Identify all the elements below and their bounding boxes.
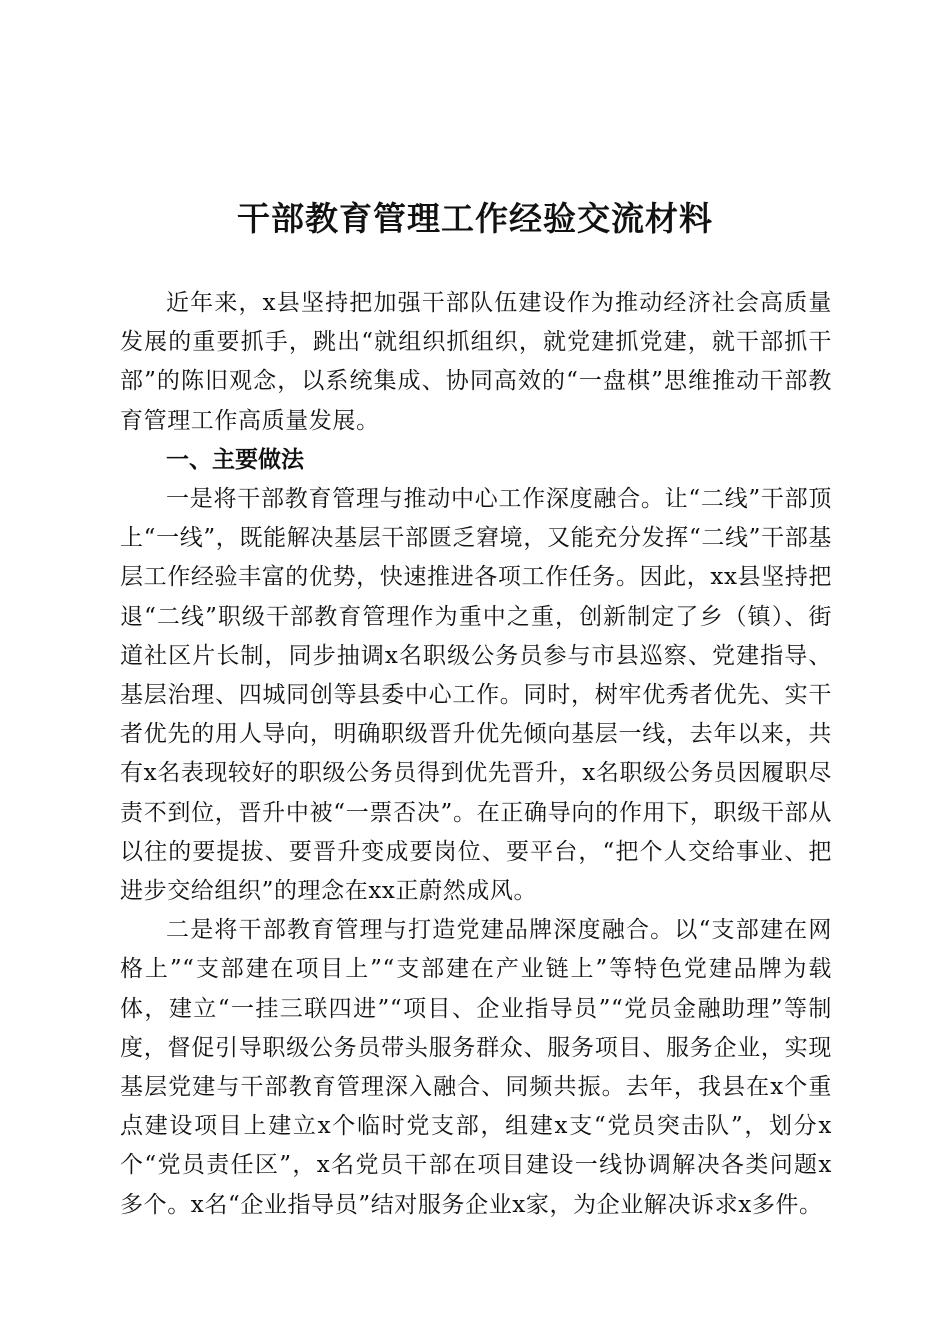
document-body [120,284,832,1225]
paragraph-party-brand-integration: 二是将干部教育管理与打造党建品牌深度融合。以“支部建在网格上”“支部建在项目上”“支部建在产业链上”等特色党建品牌为载体，建立“一挂三联四进”“项目、企业指导员”“党员金融助理”等制度，督促引导职级公务员带头服务群众、服务项目、服务企业，实现基层党建与干部教育管理深入融合、同频共振。去年，我县在x个重点建设项目上建立x个临时党支部，组建x支“党员突击队”，划分x个“党员责任区”，x名党员干部在项目建设一线协调解决各类问题x多个。x名“企业指导员”结对服务企业x家，为企业解决诉求x多件。 [120,917,832,1218]
section-heading-main-practices: 一、主要做法 [166,446,304,473]
paragraph-central-work-integration: 一是将干部教育管理与推动中心工作深度融合。让“二线”干部顶上“一线”，既能解决基层干部匮乏窘境，又能充分发挥“二线”干部基层工作经验丰富的优势，快速推进各项工作任务。因此，xx县坚持把退“二线”职级干部教育管理作为重中之重，创新制定了乡（镇）、街道社区片长制，同步抽调x名职级公务员参与市县巡察、党建指导、基层治理、四城同创等县委中心工作。同时，树牢优秀者优先、实干者优先的用人导向，明确职级晋升优先倾向基层一线，去年以来，共有x名表现较好的职级公务员得到优先晋升，x名职级公务员因履职尽责不到位，晋升中被“一票否决”。在正确导向的作用下，职级干部从以往的要提拔、要晋升变成要岗位、要平台，“把个人交给事业、把进步交给组织”的理念在xx正蔚然成风。 [120,486,832,905]
intro-paragraph: 近年来，x县坚持把加强干部队伍建设作为推动经济社会高质量发展的重要抓手，跳出“就组织抓组织，就党建抓党建，就干部抓干部”的陈旧观念，以系统集成、协同高效的“一盘棋”思维推动干部教育管理工作高质量发展。 [120,290,832,434]
document-title: 干部教育管理工作经验交流材料 [237,199,713,238]
